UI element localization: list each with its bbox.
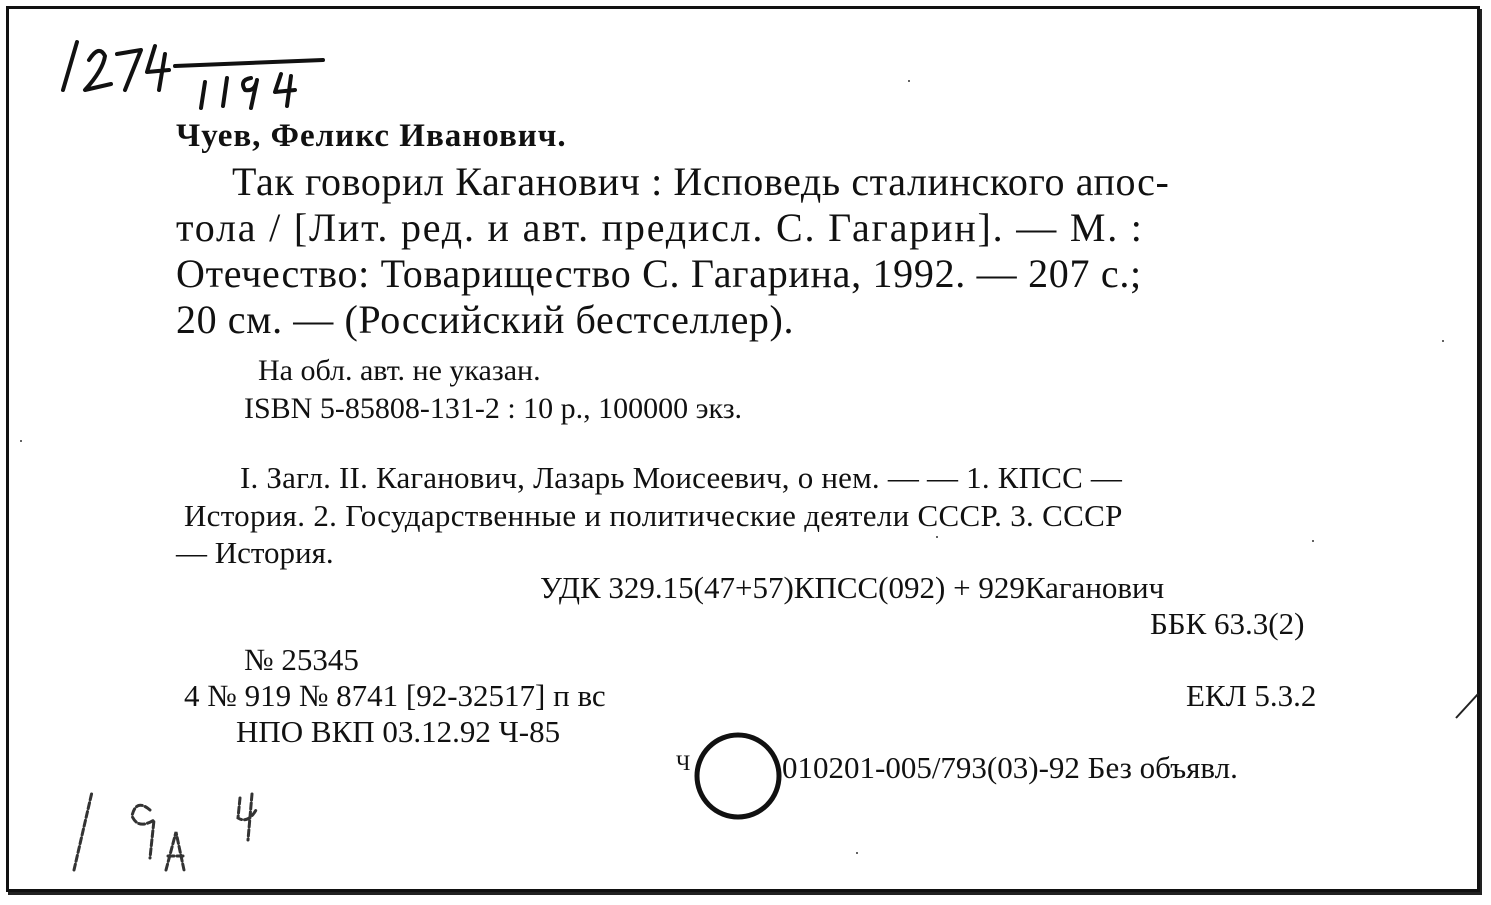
title-line-3: Отечество: Товарищество С. Гагарина, 1992. — 207 с.; (176, 251, 1142, 296)
card-number: № 25345 (244, 642, 359, 677)
speck (856, 852, 858, 854)
speck (936, 536, 938, 538)
speck (908, 80, 910, 82)
ekl-code: ЕКЛ 5.3.2 (1186, 678, 1317, 713)
cover-note: На обл. авт. не указан. (258, 354, 541, 387)
code-line: 010201-005/793(03)-92 Без объявл. (782, 750, 1238, 785)
speck (1442, 340, 1444, 342)
handwritten-note (62, 780, 272, 885)
npo-line: НПО ВКП 03.12.92 Ч-85 (236, 714, 561, 749)
isbn-line: ISBN 5-85808-131-2 : 10 р., 100000 экз. (244, 392, 743, 425)
order-line: 4 № 919 № 8741 [92-32517] п вс (184, 678, 606, 713)
speck (1312, 540, 1314, 542)
subject-line-2: История. 2. Государственные и политические деятели СССР. 3. СССР (184, 498, 1123, 533)
speck (20, 440, 22, 442)
author-heading: Чуев, Феликс Иванович. (176, 118, 567, 154)
pen-mark (1452, 690, 1482, 722)
title-line-4: 20 см. — (Российский бестселлер). (176, 297, 795, 342)
title-line-1: Так говорил Каганович : Исповедь сталинского апос- (232, 159, 1170, 204)
handwritten-number (55, 20, 345, 115)
bbk-code: ББК 63.3(2) (1150, 606, 1305, 641)
udk-code: УДК 329.15(47+57)КПСС(092) + 929Каганович (540, 570, 1165, 605)
circle-stamp (692, 730, 784, 822)
title-line-2: тола / [Лит. ред. и авт. предисл. С. Гагарин]. — М. : (176, 205, 1144, 250)
subject-line-3: — История. (176, 535, 334, 570)
subject-line-1: I. Загл. II. Каганович, Лазарь Моисеевич, о нем. — — 1. КПСС — (240, 460, 1123, 495)
code-prefix: Ч (676, 750, 691, 775)
